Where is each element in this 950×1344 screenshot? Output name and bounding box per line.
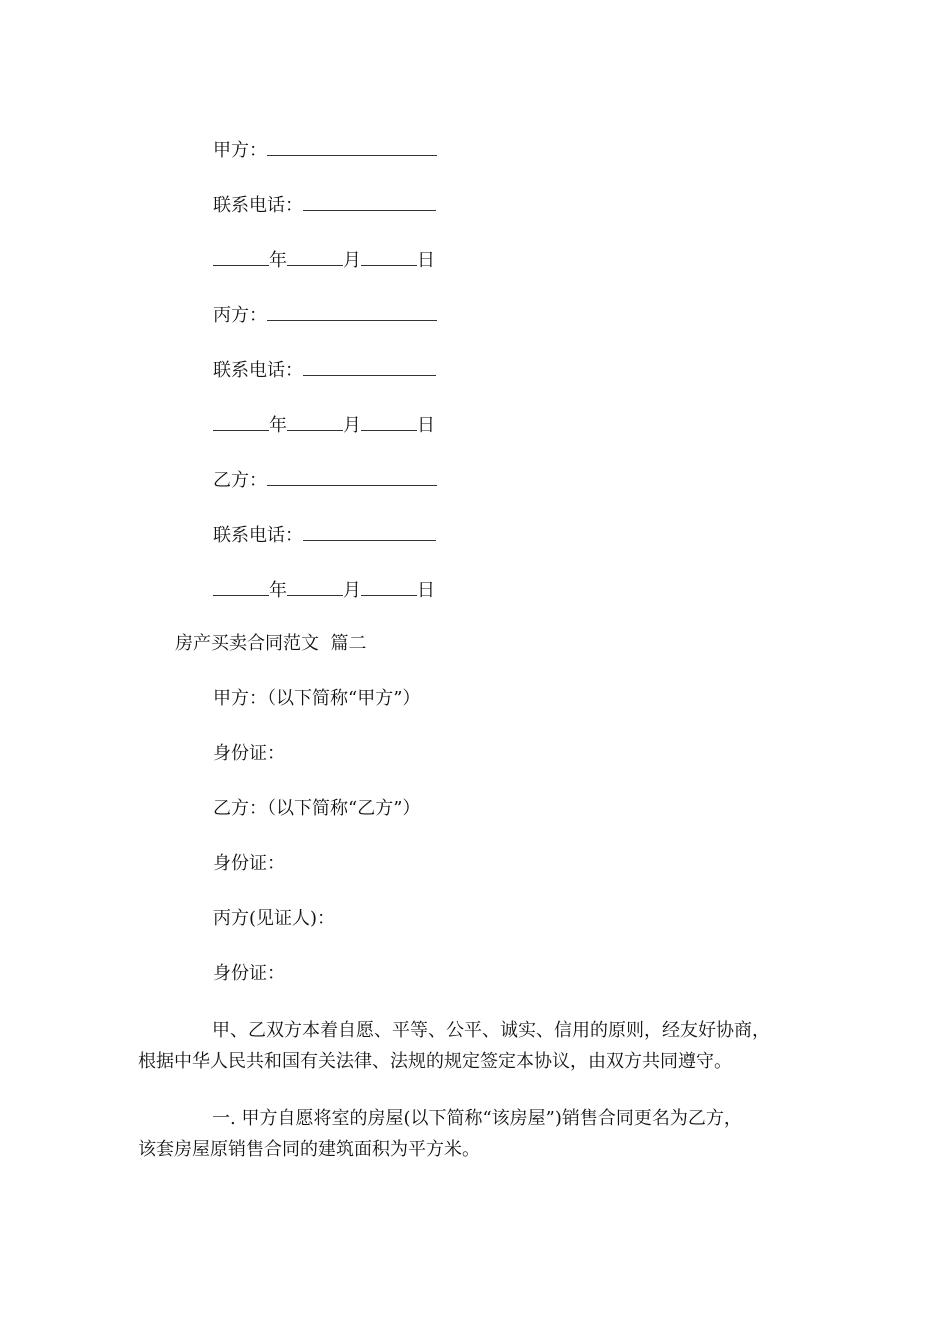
party-a-date-line xyxy=(213,247,435,273)
party-b-phone-line xyxy=(213,522,436,548)
year-label: 年 xyxy=(269,250,287,271)
party-a-phone-line xyxy=(213,192,436,218)
party-c-date-line xyxy=(213,412,435,438)
party-c-phone-blank xyxy=(303,357,436,376)
party-a-blank xyxy=(267,137,437,156)
year-blank xyxy=(213,247,269,266)
party-a-phone-label: 联系电话： xyxy=(213,195,303,216)
party-b-id: 身份证： xyxy=(213,853,285,874)
clause-1-line-1 xyxy=(138,1107,810,1131)
day-label: 日 xyxy=(417,415,435,436)
party-c-id: 身份证： xyxy=(213,963,285,984)
month-label: 月 xyxy=(343,415,361,436)
party-a-intro: 甲方：（以下简称“甲方”） xyxy=(213,688,421,709)
party-b-phone-label: 联系电话： xyxy=(213,525,303,546)
month-blank xyxy=(287,247,343,266)
month-label: 月 xyxy=(343,580,361,601)
party-a-label: 甲方： xyxy=(213,140,267,161)
party-a-signature-line xyxy=(213,137,437,163)
party-b-label: 乙方： xyxy=(213,470,267,491)
party-a-phone-blank xyxy=(303,192,436,211)
party-c-phone-label: 联系电话： xyxy=(213,360,303,381)
party-c-blank xyxy=(267,302,437,321)
party-b-signature-line xyxy=(213,467,437,493)
day-blank xyxy=(361,247,417,266)
clause-1-line-2: 该套房屋原销售合同的建筑面积为平方米。 xyxy=(138,1139,480,1160)
year-blank xyxy=(213,577,269,596)
day-blank xyxy=(361,412,417,431)
year-label: 年 xyxy=(269,415,287,436)
preamble-line-2: 根据中华人民共和国有关法律、法规的规定签定本协议，由双方共同遵守。 xyxy=(138,1051,732,1072)
party-a-id: 身份证： xyxy=(213,743,285,764)
party-b-intro: 乙方：（以下简称“乙方”） xyxy=(213,798,421,819)
section-title: 房产买卖合同范文 篇二 xyxy=(175,633,367,654)
clause-1-text-1: 一. 甲方自愿将室的房屋(以下简称“该房屋”)销售合同更名为乙方， xyxy=(212,1108,742,1129)
month-blank xyxy=(287,412,343,431)
day-blank xyxy=(361,577,417,596)
year-label: 年 xyxy=(269,580,287,601)
month-label: 月 xyxy=(343,250,361,271)
party-b-blank xyxy=(267,467,437,486)
preamble-line-1 xyxy=(138,1019,810,1043)
party-c-intro: 丙方(见证人)： xyxy=(213,908,336,929)
month-blank xyxy=(287,577,343,596)
preamble-text-1: 甲、乙双方本着自愿、平等、公平、诚实、信用的原则，经友好协商， xyxy=(212,1020,770,1041)
party-c-phone-line xyxy=(213,357,436,383)
year-blank xyxy=(213,412,269,431)
party-b-phone-blank xyxy=(303,522,436,541)
party-c-signature-line xyxy=(213,302,437,328)
day-label: 日 xyxy=(417,580,435,601)
day-label: 日 xyxy=(417,250,435,271)
party-b-date-line xyxy=(213,577,435,603)
party-c-label: 丙方： xyxy=(213,305,267,326)
